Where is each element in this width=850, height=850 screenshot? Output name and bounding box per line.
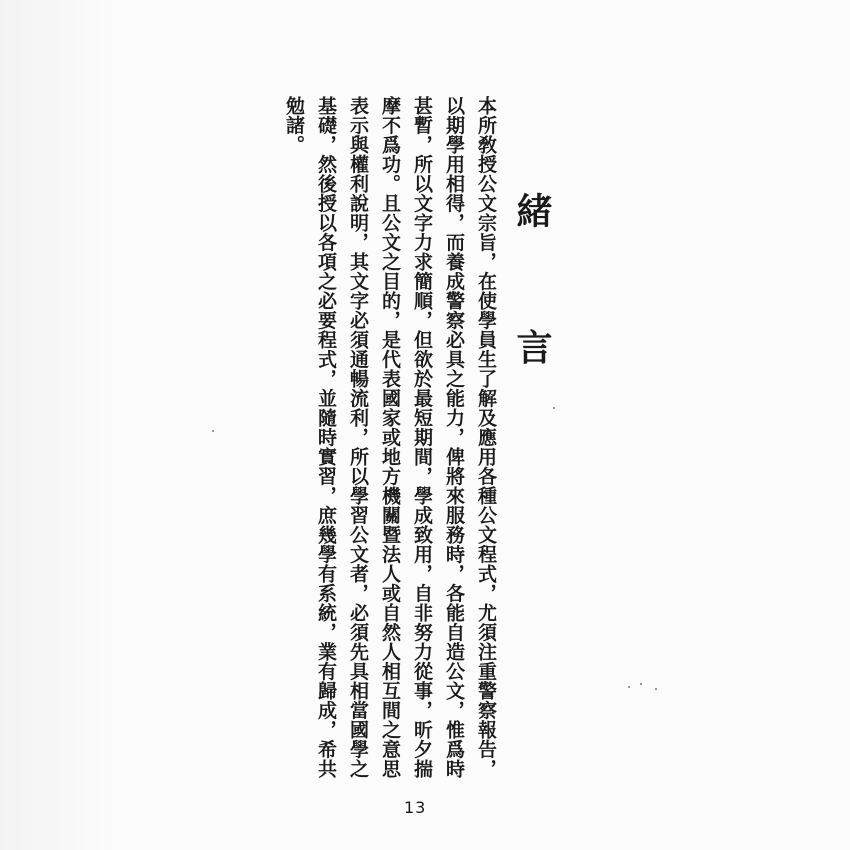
scan-speck bbox=[640, 683, 642, 685]
scan-speck bbox=[212, 430, 214, 432]
document-title: 緒 言 bbox=[511, 192, 553, 409]
body-paragraph: 本所敎授公文宗旨，在使學員生了解及應用各種公文程式，尤須注重警察報告，以期學用相得，而養成警察必具之能力，俾將來服務時，各能自造公文，惟爲時甚暫，所以文字力求簡順，但欲於最短期間，學成致用，自非努力從事，昕夕揣摩不爲功。且公文之目的，是代表國家或地方機關暨法人或自然人相互間之意思表示與權利說明，其文字必須通暢流利，所以學習公文者，必須先具相當國學之基礎，然後授以各項之必要程式，並隨時實習，庶幾學有系統，業有歸成，希共勉諸。 bbox=[283, 96, 497, 779]
body-text bbox=[283, 96, 502, 796]
scan-shadow bbox=[0, 0, 120, 850]
scan-speck bbox=[553, 407, 555, 409]
scan-speck bbox=[628, 686, 630, 688]
page-number: 13 bbox=[404, 798, 427, 817]
scan-speck bbox=[655, 688, 657, 690]
